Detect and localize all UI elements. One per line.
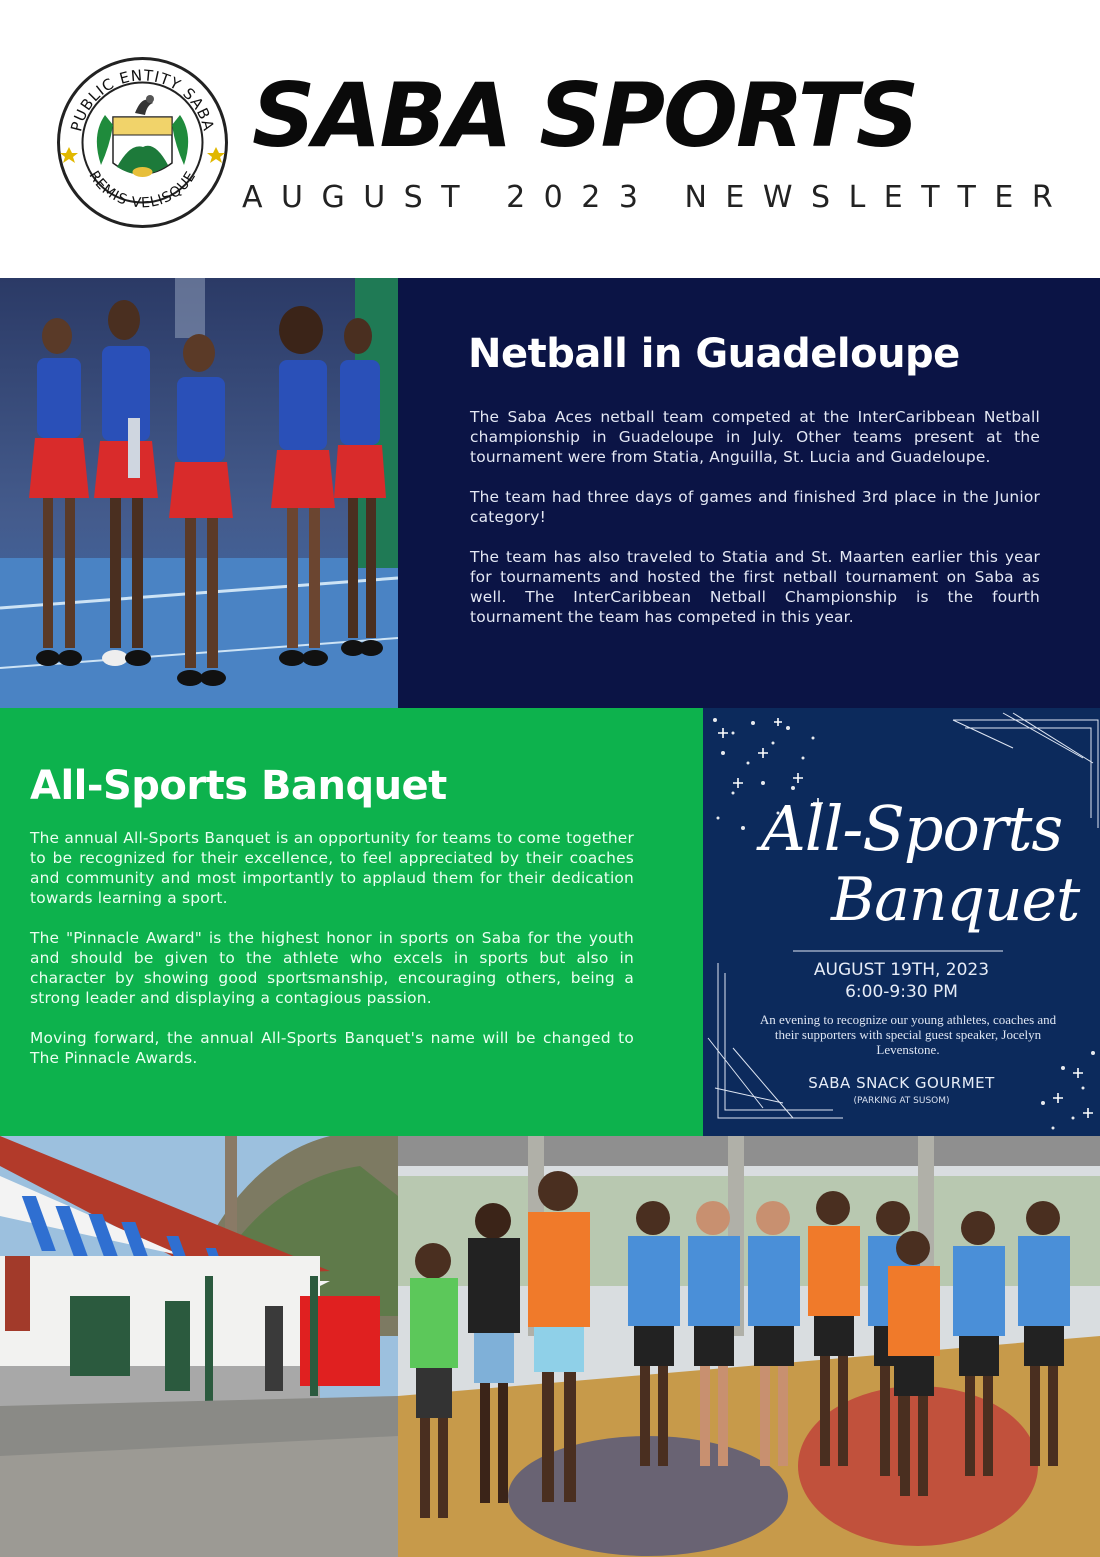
banquet-body <box>30 828 634 1088</box>
flyer-script-title-line2: Banquet <box>831 865 1080 935</box>
sports-building-photo <box>0 1136 398 1557</box>
banquet-paragraph: The annual All-Sports Banquet is an opportunity for teams to come together to be recognized for their excellence, to feel appreciated by their coaches and community and most importantly to applaud them for their dedication towards learning a sport. <box>30 829 634 907</box>
flyer-time: 6:00-9:30 PM <box>845 982 958 1002</box>
netball-paragraph: The team has also traveled to Statia and St. Maarten earlier this year for tournaments and hosted the first netball tournament on Saba as well. The InterCaribbean Netball Championship is the fourth tournament the team has competed in this year. <box>470 548 1040 626</box>
newsletter-subtitle: AUGUST 2023 NEWSLETTER <box>242 180 1072 215</box>
netball-team-photo <box>0 278 398 708</box>
youth-group-photo <box>398 1136 1100 1557</box>
banquet-flyer <box>703 708 1100 1136</box>
flyer-parking-note: (PARKING AT SUSOM) <box>853 1096 950 1106</box>
seal-ring-bottom-text: REMIS VELISQUE <box>85 168 200 212</box>
netball-body <box>470 407 1040 647</box>
banquet-paragraph: The "Pinnacle Award" is the highest honor in sports on Saba for the youth and should be given to the athlete who excels in sports but also in character by showing good sportsmanship, encouraging others, being a strong leader and displaying a contagious passion. <box>30 929 634 1007</box>
banquet-paragraph: Moving forward, the annual All-Sports Banquet's name will be changed to The Pinnacle Awards. <box>30 1029 634 1067</box>
netball-article <box>398 278 1100 708</box>
banquet-heading: All-Sports Banquet <box>30 763 447 809</box>
netball-paragraph: The Saba Aces netball team competed at the InterCaribbean Netball championship in Guadeloupe in July. Other teams present at the tournament were from Statia, Anguilla, St. Lucia and Guadeloupe. <box>470 408 1040 466</box>
flyer-script-title-line1: All-Sports <box>761 792 1063 865</box>
netball-paragraph: The team had three days of games and finished 3rd place in the Junior category! <box>470 488 1040 526</box>
flyer-venue: SABA SNACK GOURMET <box>808 1074 995 1092</box>
banquet-article <box>0 708 703 1136</box>
seal-ring-top-text: PUBLIC ENTITY SABA <box>67 66 218 134</box>
newsletter-title: SABA SPORTS <box>252 64 918 167</box>
flyer-description: An evening to recognize our young athletes, coaches and their supporters with special guest speaker, Jocelyn Levenstone. <box>759 1012 1057 1057</box>
flyer-date: AUGUST 19TH, 2023 <box>813 960 990 980</box>
netball-heading: Netball in Guadeloupe <box>468 331 960 377</box>
public-entity-saba-seal <box>55 55 230 230</box>
